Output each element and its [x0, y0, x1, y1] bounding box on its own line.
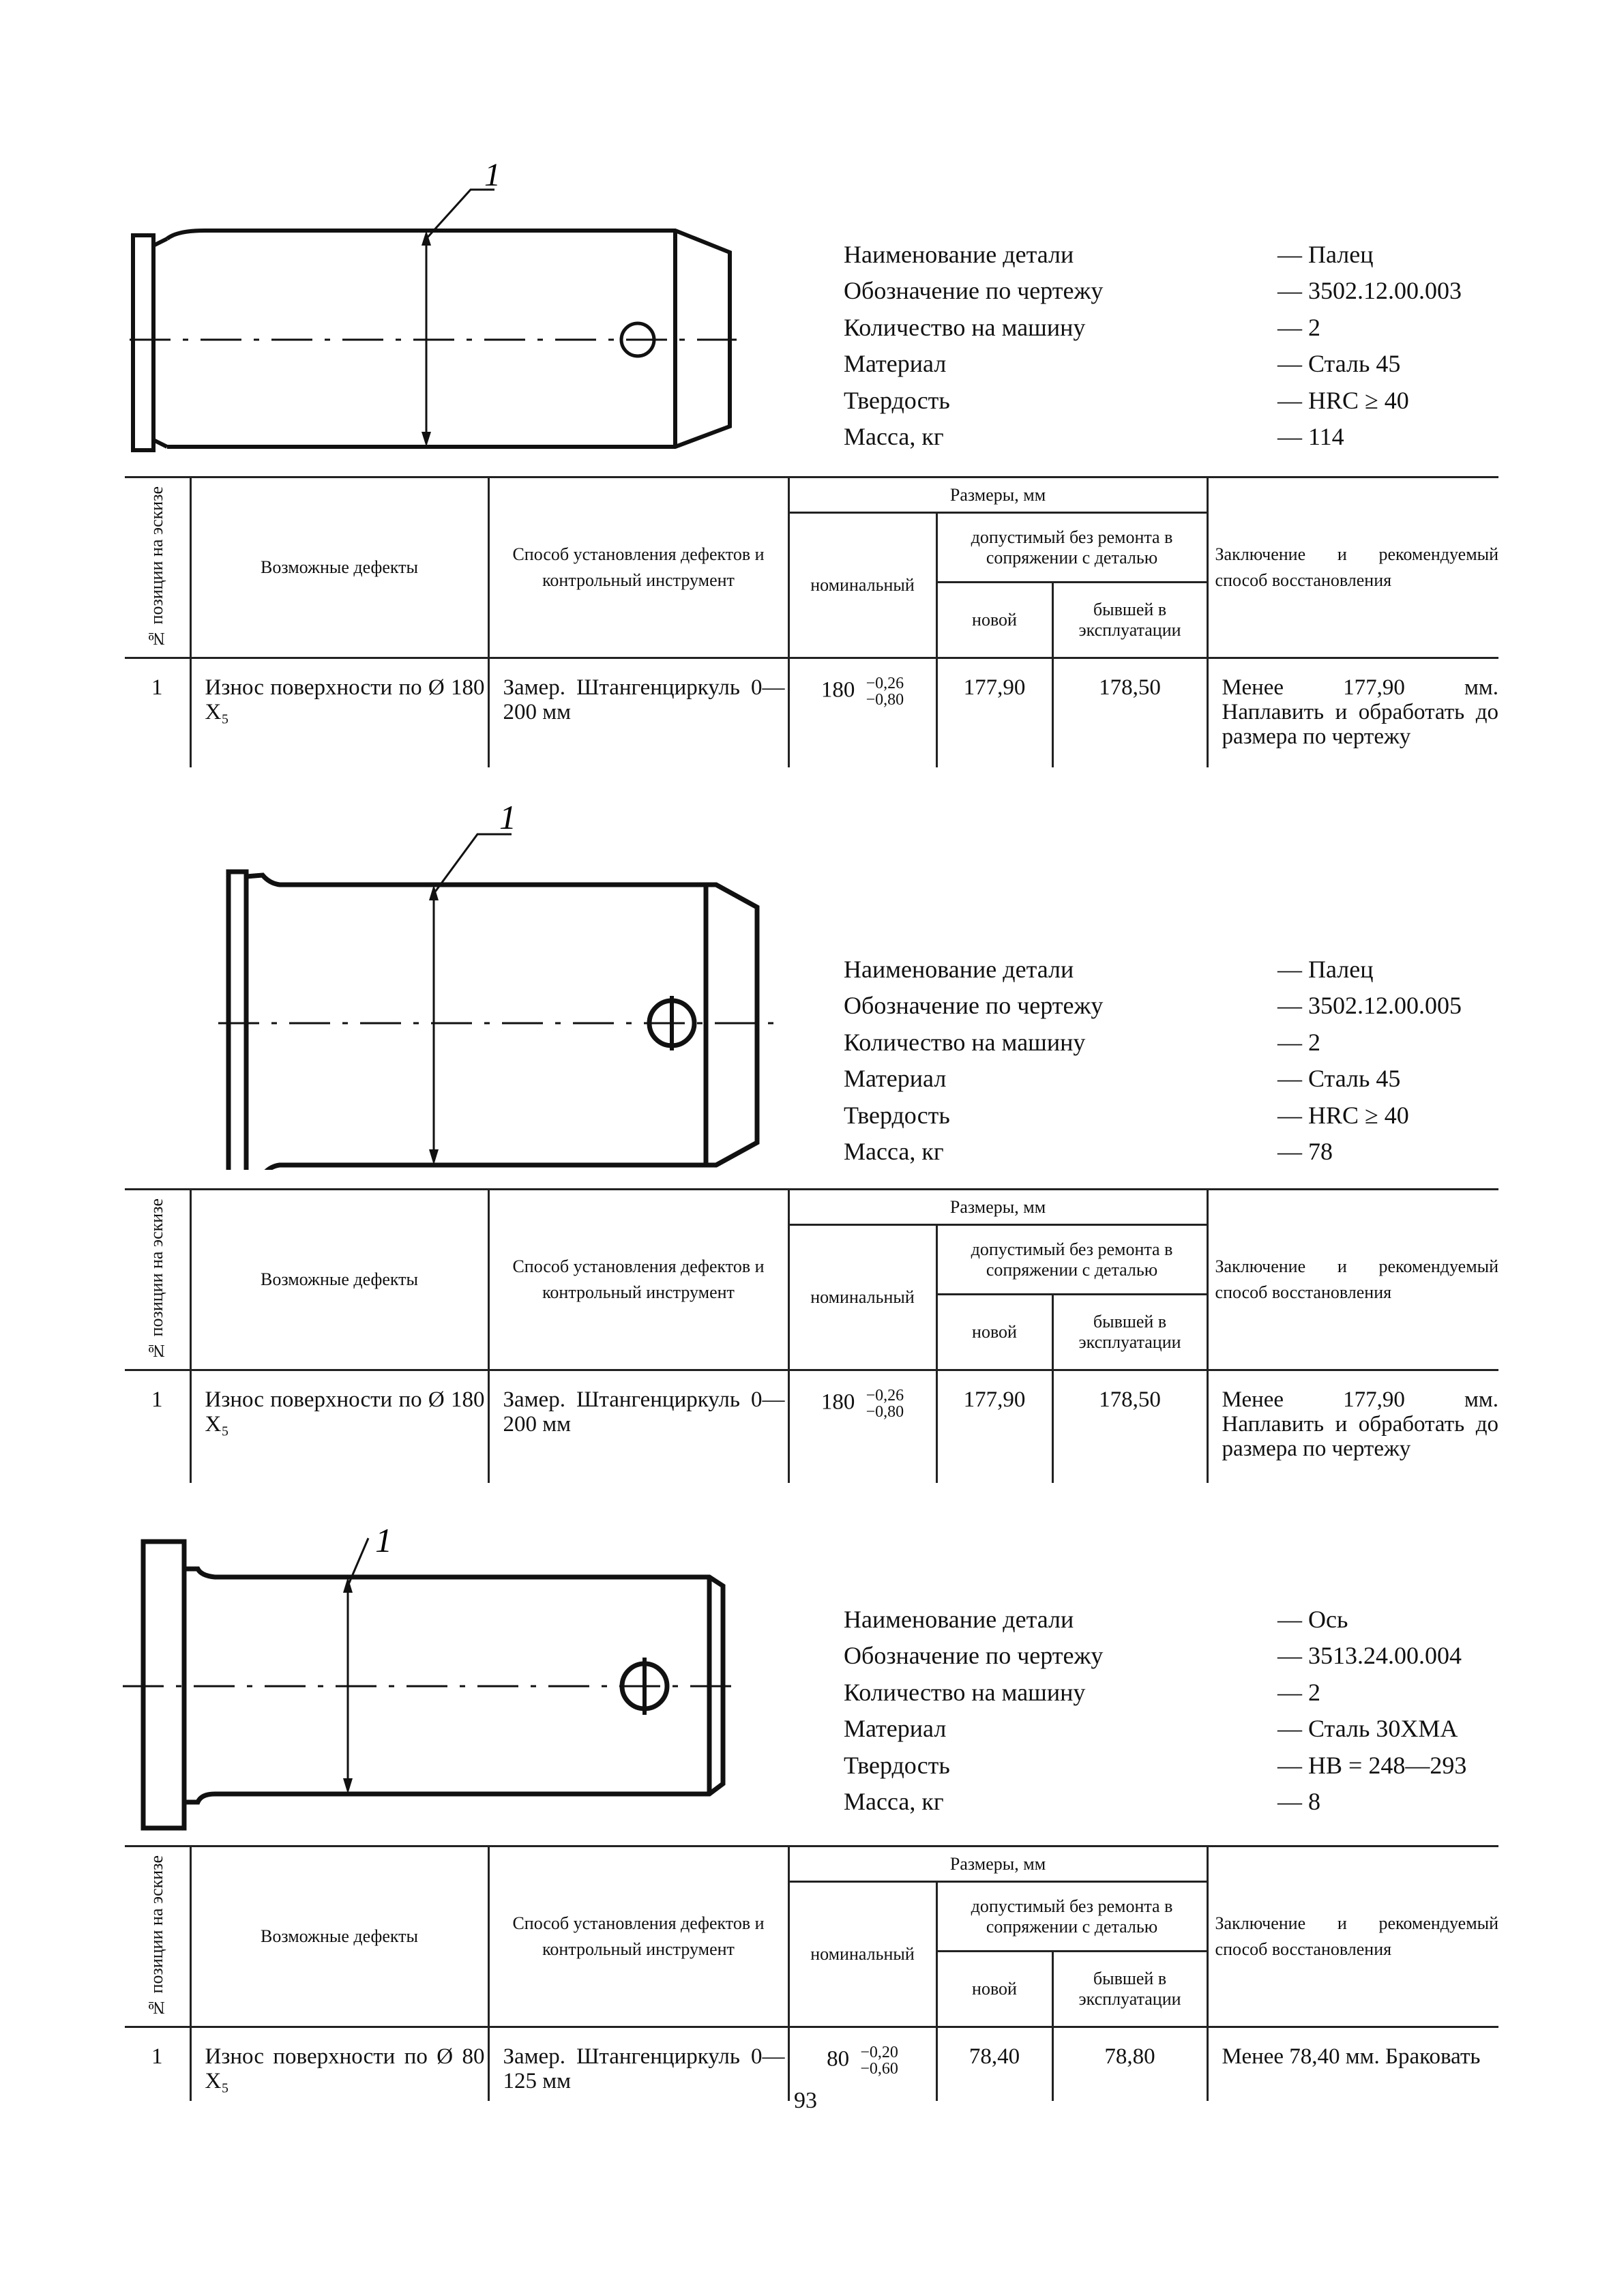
- row-position: 1: [125, 2027, 190, 2101]
- col-defects: Возможные дефекты: [190, 1846, 488, 2027]
- col-allowable: допустимый без ремонта в сопряжении с деталью: [936, 1225, 1207, 1295]
- col-defects: Возможные дефекты: [190, 477, 488, 658]
- tol-upper: −0,26: [866, 1387, 904, 1404]
- tol-lower: −0,60: [860, 2060, 898, 2078]
- col-allowable: допустимый без ремонта в сопряжении с деталью: [936, 1882, 1207, 1952]
- tolerance: [860, 2044, 898, 2077]
- row-nominal: [788, 658, 936, 767]
- defects-table-1: [125, 476, 1498, 767]
- col-sizes: Размеры, мм: [788, 477, 1207, 513]
- row-position: 1: [125, 1370, 190, 1483]
- tol-upper: −0,26: [866, 675, 904, 692]
- nominal-value: 80: [827, 2046, 850, 2072]
- col-used: бывшей в эксплуатации: [1052, 1952, 1207, 2027]
- callout-label: 1: [375, 1521, 392, 1559]
- col-nominal: номинальный: [788, 513, 936, 658]
- row-method: Замер. Штангенциркуль 0—200 мм: [488, 658, 788, 767]
- row-used: 178,50: [1052, 1370, 1207, 1483]
- col-method: Способ установления дефектов и контрольный инструмент: [488, 477, 788, 658]
- prop-hardness: Твердость — HRC ≥ 40: [844, 386, 1409, 414]
- row-nominal: [788, 1370, 936, 1483]
- row-conclusion: Менее 177,90 мм. Наплавить и обработать до размера по чертежу: [1222, 675, 1499, 749]
- col-position: № позиции на эскизе: [125, 477, 190, 658]
- tolerance: [866, 1387, 904, 1420]
- col-sizes: Размеры, мм: [788, 1846, 1207, 1882]
- row-used: 178,50: [1052, 658, 1207, 767]
- prop-name: Наименование детали — Палец: [844, 956, 1374, 983]
- prop-drawing: Обозначение по чертежу — 3513.24.00.004: [844, 1642, 1462, 1670]
- col-new: новой: [936, 1952, 1052, 2027]
- part-drawing-3: [102, 1507, 784, 1849]
- page-number: 93: [794, 2088, 817, 2113]
- prop-drawing: Обозначение по чертежу — 3502.12.00.003: [844, 277, 1462, 305]
- prop-qty: Количество на машину — 2: [844, 1678, 1320, 1706]
- prop-qty: Количество на машину — 2: [844, 1028, 1320, 1056]
- part-properties-1: [844, 237, 1526, 455]
- defects-table-3: [125, 1845, 1498, 2101]
- row-new: 78,40: [936, 2027, 1052, 2101]
- row-new: 177,90: [936, 1370, 1052, 1483]
- defects-table-2: [125, 1188, 1498, 1483]
- part-drawing-2: [205, 788, 887, 1170]
- col-new: новой: [936, 583, 1052, 658]
- col-nominal: номинальный: [788, 1882, 936, 2027]
- part-properties-2: [844, 952, 1526, 1170]
- tol-upper: −0,20: [860, 2044, 898, 2061]
- callout-label: 1: [484, 157, 501, 193]
- row-conclusion: Менее 78,40 мм. Браковать: [1222, 2044, 1481, 2069]
- prop-drawing: Обозначение по чертежу — 3502.12.00.005: [844, 992, 1462, 1020]
- col-position: № позиции на эскизе: [125, 1846, 190, 2027]
- col-conclusion: Заключение и рекомендуемый способ восстановления: [1207, 477, 1498, 658]
- col-nominal: номинальный: [788, 1225, 936, 1370]
- tol-lower: −0,80: [866, 1403, 904, 1421]
- prop-mass: Масса, кг — 114: [844, 422, 1344, 450]
- col-used: бывшей в эксплуатации: [1052, 583, 1207, 658]
- row-defect: Износ поверхности по Ø 180 X₅: [190, 1370, 488, 1483]
- nominal-value: 180: [821, 677, 855, 703]
- col-method: Способ установления дефектов и контрольный инструмент: [488, 1846, 788, 2027]
- prop-mass: Масса, кг — 78: [844, 1137, 1333, 1165]
- prop-name: Наименование детали — Ось: [844, 1606, 1348, 1633]
- part-properties-3: [844, 1602, 1526, 1820]
- callout-label: 1: [499, 798, 516, 836]
- row-method: Замер. Штангенциркуль 0—200 мм: [488, 1370, 788, 1483]
- row-new: 177,90: [936, 658, 1052, 767]
- tol-lower: −0,80: [866, 691, 904, 709]
- col-position: № позиции на эскизе: [125, 1190, 190, 1370]
- col-new: новой: [936, 1295, 1052, 1370]
- prop-hardness: Твердость — HRC ≥ 40: [844, 1101, 1409, 1129]
- row-used: 78,80: [1052, 2027, 1207, 2101]
- row-position: 1: [125, 658, 190, 767]
- col-conclusion: Заключение и рекомендуемый способ восстановления: [1207, 1846, 1498, 2027]
- prop-qty: Количество на машину — 2: [844, 313, 1320, 341]
- prop-mass: Масса, кг — 8: [844, 1787, 1320, 1815]
- row-defect: Износ поверхности по Ø 80 X₅: [190, 2027, 488, 2101]
- row-defect: Износ поверхности по Ø 180 X₅: [190, 658, 488, 767]
- prop-name: Наименование детали — Палец: [844, 241, 1374, 268]
- table-row: [125, 658, 1498, 767]
- col-defects: Возможные дефекты: [190, 1190, 488, 1370]
- col-method: Способ установления дефектов и контрольный инструмент: [488, 1190, 788, 1370]
- nominal-value: 180: [821, 1389, 855, 1415]
- col-conclusion: Заключение и рекомендуемый способ восстановления: [1207, 1190, 1498, 1370]
- prop-material: Материал — Сталь 45: [844, 1065, 1401, 1093]
- col-sizes: Размеры, мм: [788, 1190, 1207, 1225]
- row-conclusion: Менее 177,90 мм. Наплавить и обработать до размера по чертежу: [1222, 1387, 1499, 1461]
- tolerance: [866, 675, 904, 708]
- prop-material: Материал — Сталь 30ХМА: [844, 1715, 1458, 1743]
- table-row: [125, 1370, 1498, 1483]
- prop-hardness: Твердость — НВ = 248—293: [844, 1751, 1467, 1779]
- prop-material: Материал — Сталь 45: [844, 350, 1401, 378]
- row-method: Замер. Штангенциркуль 0—125 мм: [488, 2027, 788, 2101]
- col-allowable: допустимый без ремонта в сопряжении с деталью: [936, 513, 1207, 583]
- col-used: бывшей в эксплуатации: [1052, 1295, 1207, 1370]
